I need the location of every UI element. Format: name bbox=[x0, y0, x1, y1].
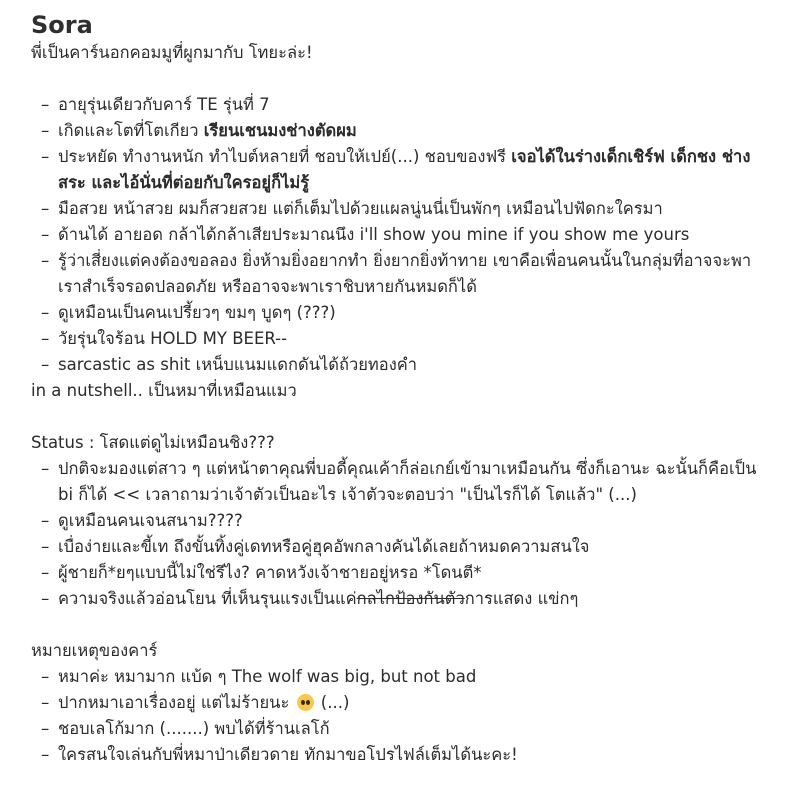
traits-list bbox=[31, 92, 771, 378]
list-item-text: ดูเหมือนเป็นคนเปรี้ยวๆ ขมๆ บูดๆ (???) bbox=[58, 303, 336, 322]
list-item-text: sarcastic as shit เหน็บแนมแดกดันได้ถ้วยทองคำ bbox=[58, 355, 418, 374]
list-item-text: อายุรุ่นเดียวกับคาร์ TE รุ่นที่ 7 bbox=[58, 95, 270, 114]
list-item bbox=[31, 326, 771, 352]
list-item-text: ประหยัด ทำงานหนัก ทำไบต์หลายที่ ชอบให้เปย์(...) ชอบของฟรี bbox=[58, 147, 512, 166]
list-item-bold-text: เจอได้ในร่างเด็กเชิร์ฟ เด็กชง ช่างสระ และไอ้นั่นที่ต่อยกับใครอยู่ก็ไม่รู้ bbox=[58, 147, 751, 192]
intro-text: พี่เป็นคาร์นอกคอมมูที่ผูกมากับ โทยะล่ะ! bbox=[31, 43, 313, 62]
list-item-text: ชอบเลโก้มาก (.......) พบได้ที่ร้านเลโก้ bbox=[58, 719, 330, 738]
list-item bbox=[31, 118, 771, 144]
list-item-text: ผู้ชายก็*ยๆแบบนี้ไม่ใช่รึไง? คาดหวังเจ้าชายอยู่หรอ *โดนตี* bbox=[58, 563, 482, 582]
list-item-text: ดูเหมือนคนเจนสนาม???? bbox=[58, 511, 243, 530]
list-item-trailing-text: การแสดง แข่กๆ bbox=[464, 589, 579, 608]
page-title: Sora bbox=[31, 11, 93, 39]
list-item bbox=[31, 716, 771, 742]
list-item bbox=[31, 508, 771, 534]
dash-bullet: – bbox=[41, 199, 50, 218]
list-item bbox=[31, 456, 771, 508]
list-item-text: ปากหมาเอาเรื่องอยู่ แต่ไม่ร้ายนะ bbox=[58, 693, 295, 712]
list-item-text: ความจริงแล้วอ่อนโยน ที่เห็นรุนแรงเป็นแค่ bbox=[58, 589, 357, 608]
dash-bullet: – bbox=[41, 355, 50, 374]
list-item bbox=[31, 144, 771, 196]
list-item-strikethrough-text: กลไกป้องกันตัว bbox=[356, 589, 465, 608]
dash-bullet: – bbox=[41, 667, 50, 686]
dash-bullet: – bbox=[41, 459, 50, 478]
list-item bbox=[31, 742, 771, 768]
dash-bullet: – bbox=[41, 303, 50, 322]
dash-bullet: – bbox=[41, 745, 50, 764]
status-heading: Status : โสดแต่ดูไม่เหมือนชิง??? bbox=[31, 433, 275, 452]
list-item bbox=[31, 586, 771, 612]
list-item-text: หมาค่ะ หมามาก แบ้ด ๆ The wolf was big, but not bad bbox=[58, 667, 477, 686]
list-item-text: ใครสนใจเล่นกับพี่หมาป่าเดียวดาย ทักมาขอโปรไฟล์เต็มได้นะคะ! bbox=[58, 745, 518, 764]
notes-list bbox=[31, 664, 771, 768]
dash-bullet: – bbox=[41, 329, 50, 348]
notes-heading: หมายเหตุของคาร์ bbox=[31, 641, 158, 660]
list-item bbox=[31, 92, 771, 118]
list-item-text: วัยรุ่นใจร้อน HOLD MY BEER-- bbox=[58, 329, 288, 348]
list-item-text: เกิดและโตที่โตเกียว bbox=[58, 121, 204, 140]
dash-bullet: – bbox=[41, 563, 50, 582]
list-item-text: รู้ว่าเสี่ยงแต่คงต้องขอลอง ยิ่งห้ามยิ่งอยากทำ ยิ่งยากยิ่งท้าทาย เขาคือเพื่อนคนนั้นในกลุ่มที่อาจจะพาเราสำเร็จรอดปลอดภัย หรืออาจจะพาเราชิบหายกันหมดก็ได้ bbox=[58, 251, 752, 296]
list-item bbox=[31, 300, 771, 326]
list-item-text: ด้านได้ อายอด กล้าได้กล้าเสียประมาณนึง i'll show you mine if you show me yours bbox=[58, 225, 690, 244]
status-list bbox=[31, 456, 771, 612]
pleading-face-icon bbox=[297, 694, 314, 711]
list-item bbox=[31, 664, 771, 690]
list-item bbox=[31, 248, 771, 300]
summary-text: in a nutshell.. เป็นหมาที่เหมือนแมว bbox=[31, 381, 297, 400]
list-item-text: มือสวย หน้าสวย ผมก็สวยสวย แต่ก็เต็มไปด้วยแผลนู่นนี่เป็นพักๆ เหมือนไปฟัดกะใครมา bbox=[58, 199, 663, 218]
list-item bbox=[31, 196, 771, 222]
list-item bbox=[31, 222, 771, 248]
list-item bbox=[31, 534, 771, 560]
dash-bullet: – bbox=[41, 251, 50, 270]
dash-bullet: – bbox=[41, 589, 50, 608]
list-item bbox=[31, 560, 771, 586]
dash-bullet: – bbox=[41, 225, 50, 244]
list-item bbox=[31, 352, 771, 378]
dash-bullet: – bbox=[41, 719, 50, 738]
list-item bbox=[31, 690, 771, 716]
dash-bullet: – bbox=[41, 121, 50, 140]
list-item-trailing-text: (...) bbox=[315, 693, 350, 712]
dash-bullet: – bbox=[41, 147, 50, 166]
dash-bullet: – bbox=[41, 537, 50, 556]
list-item-bold-text: เรียนเชนมงช่างตัดผม bbox=[203, 121, 357, 140]
dash-bullet: – bbox=[41, 511, 50, 530]
list-item-text: ปกติจะมองแต่สาว ๆ แต่หน้าตาคุณพี่บอดี้คุณเค้าก็ล่อเกย์เข้ามาเหมือนกัน ซึ่งก็เอานะ ฉะนั้นก็คือเป็น bi ก็ได้ << เวลาถามว่าเจ้าตัวเป็นอะไร เจ้าตัวจะตอบว่า "เป็นไรก็ได้ โตแล้ว" (...) bbox=[58, 459, 757, 504]
dash-bullet: – bbox=[41, 95, 50, 114]
dash-bullet: – bbox=[41, 693, 50, 712]
list-item-text: เบื่อง่ายและขี้เท ถึงขั้นทิ้งคู่เดทหรือคู่ฮุคอัพกลางคันได้เลยถ้าหมดความสนใจ bbox=[58, 537, 590, 556]
